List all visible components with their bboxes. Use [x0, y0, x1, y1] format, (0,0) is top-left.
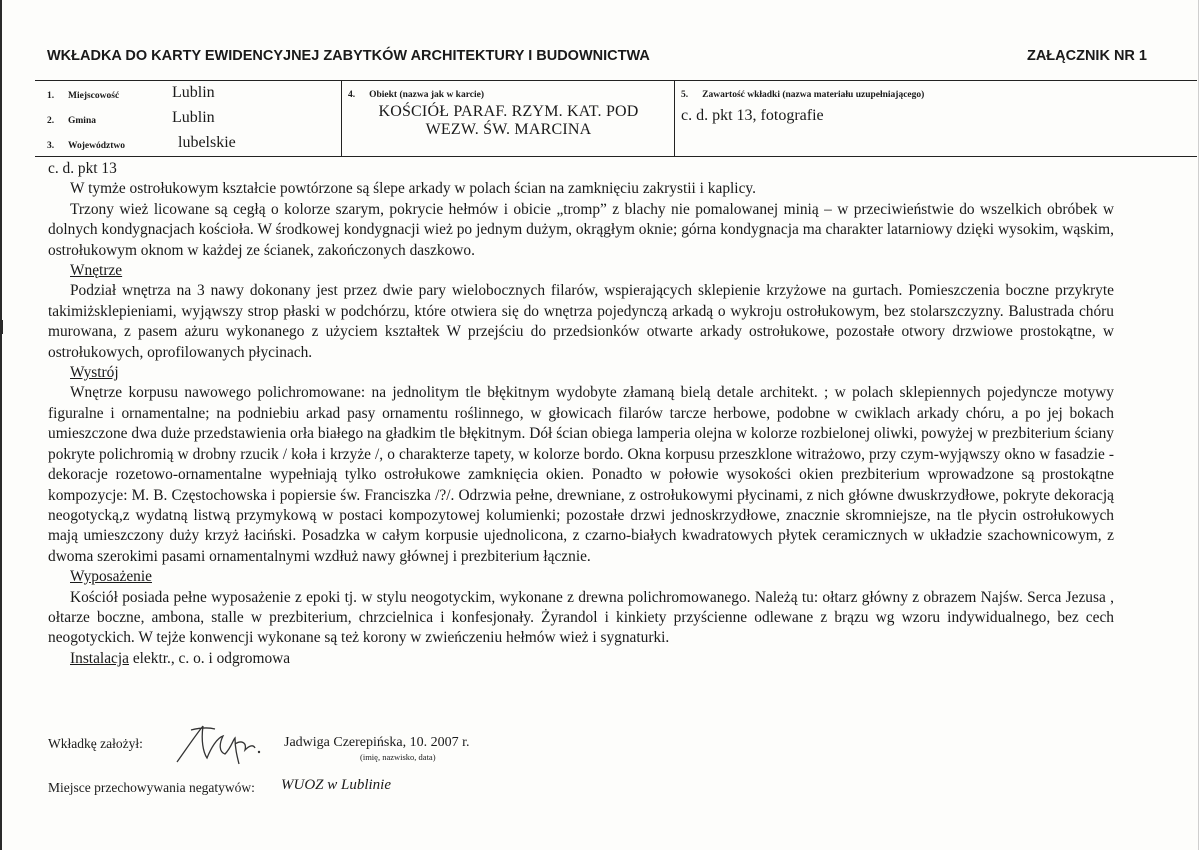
- field-commune: [47, 109, 337, 133]
- annex-number: ZAŁĄCZNIK NR 1: [1026, 48, 1147, 64]
- info-table: [35, 80, 1197, 157]
- installation-text: elektr., c. o. i odgromowa: [128, 649, 291, 667]
- negatives-location-label: Miejsce przechowywania negatywów:: [48, 780, 255, 795]
- field-value: Lublin: [172, 84, 215, 101]
- section-heading-equipment: Wyposażenie: [70, 568, 152, 586]
- handwritten-signature: [173, 722, 268, 766]
- field-voivodeship: [47, 134, 337, 158]
- section-heading-decor: Wystrój: [70, 364, 119, 382]
- field-value: lubelskie: [178, 134, 236, 151]
- section-heading-installation: Instalacja: [70, 649, 129, 667]
- signature-block: [48, 722, 948, 802]
- field-label: Województwo: [68, 141, 125, 151]
- contents-column: [674, 81, 1198, 156]
- paragraph: W tymże ostrołukowym kształcie powtórzone są ślepe arkady w polach ścian na zamknięciu zakrystii i kaplicy.: [70, 180, 756, 198]
- field-number: 4.: [348, 90, 356, 100]
- paragraph: Podział wnętrza na 3 nawy dokonany jest przez dwie pary wielobocznych filarów, wspierających sklepienie krzyżowe na gurtach. Pomieszczenia boczne przykryte takimiżsklepieniami, wyjąwszy strop płaski w podchórzu, które otwiera się do wnętrza pojedynczą arkadą o wykroju ostrołukowym, bez stolarszczyzny. Balustrada chóru murowana, z pasem ażuru wykonanego z użyciem kształtek W przejściu do przedsionków otwarte arkady ostrołukowe, pozostałe otwory drzwiowe prostokątne, w ostrołukowych, oprofilowanych płycinach.: [48, 282, 1114, 361]
- contents-value: c. d. pkt 13, fotografie: [681, 107, 824, 124]
- continuation-note: c. d. pkt 13: [48, 160, 117, 177]
- paragraph: Wnętrze korpusu nawowego polichromowane: na jednolitym tle błękitnym wydobyte złamaną bielą detale architekt. ; w polach sklepiennych pojedyncze motywy figuralne i ornamentalne; na podniebiu arkad pasy ornamentu roślinnego, w głowicach filarów tarcze herbowe, podobne w cwiklach arkady chóru, a po jej bokach umieszczone dwa duże przedstawienia orła białego na gładkim tle błękitnym. Dół ścian obiega lamperia olejna w kolorze rozbielonej oliwki, powyżej w prezbiterium ściany pokryte polichromią w drobny rzucik / koła i krzyże /, o charakterze tapety, w kolorze bordo. Okna korpusu przeszklone witrażowo, przy czym-wyjąwszy okno w fasadzie - dekoracje rozetowo-ornamentalne wypełniają tylko ostrołukowe zamknięcia okien. Ponadto w połowie wysokości okien prezbiterium wprowadzone są prostokątne kompozycje: M. B. Częstochowska i popiersie św. Franciszka /?/. Odrzwia pełne, drewniane, z ostrołukowymi płycinami, z nich główne dwuskrzydłowe, pokryte dekoracją neogotycką,z wydatną listwą przymykową w postaci kompozytowej kolumienki; pozostałe drzwi jednoskrzydłowe, znacznie skromniejsze, na tle płycin ostrołukowych mają umieszczony duży krzyż łaciński. Posadzka w całym korpusie ujednolicona, z czarno-białych kwadratowych płytek ceramicznych w układzie szachownicowym, z dwoma szerokimi pasami ornamentalnymi wzdłuż nawy głównej i prezbiterium łącznie.: [48, 384, 1114, 565]
- location-column: [35, 81, 341, 156]
- field-label: Miejscowość: [68, 91, 120, 101]
- author-caption: (imię, nazwisko, data): [360, 752, 436, 762]
- field-value: Lublin: [172, 109, 215, 126]
- field-number: 1.: [47, 91, 55, 101]
- field-number: 3.: [47, 141, 55, 151]
- field-label: Obiekt (nazwa jak w karcie): [369, 90, 484, 100]
- object-value: [342, 103, 675, 139]
- field-number: 2.: [47, 116, 55, 126]
- object-heading: [348, 90, 484, 100]
- field-locality: [47, 84, 337, 108]
- object-name-line1: KOŚCIÓŁ PARAF. RZYM. KAT. POD: [378, 103, 639, 120]
- description-body: [48, 159, 1114, 669]
- document-header: [47, 48, 1147, 70]
- negatives-location-value: WUOZ w Lublinie: [281, 777, 392, 793]
- paragraph: Kościół posiada pełne wyposażenie z epoki tj. w stylu neogotyckim, wykonane z drewna polichromowanego. Należą tu: ołtarz główny z obrazem Najśw. Serca Jezusa , ołtarze boczne, ambona, stalle w prezbiterium, chrzcielnica i konfesjonały. Żyrandol i kinkiety przyścienne odlewane z brązu wg wzoru indywidualnego, bez cech neogotyckich. W tejże konwencji wykonane są też korony w zwieńczeniu hełmów wież i sygnaturki.: [48, 588, 1114, 647]
- field-number: 5.: [681, 90, 689, 100]
- section-heading-interior: Wnętrze: [70, 262, 123, 280]
- object-column: [341, 81, 675, 156]
- field-label: Gmina: [68, 116, 96, 126]
- author-name: Jadwiga Czerepińska, 10. 2007 r.: [284, 735, 470, 750]
- document-title: WKŁADKA DO KARTY EWIDENCYJNEJ ZABYTKÓW ARCHITEKTURY I BUDOWNICTWA: [47, 48, 650, 64]
- binder-mark: [0, 320, 3, 334]
- installation-line: [70, 649, 1114, 669]
- paragraph: Trzony wież licowane są cegłą o kolorze szarym, pokrycie hełmów i obicie „tromp” z blachy nie pomalowanej minią – w przeciwieństwie do wszelkich obróbek w dolnych kondygnacjach kościoła. W środkowej kondygnacji wież po jednym dużym, okrągłym oknie; górna kondygnacja ma charakter latarniowy dzięki wysokim, wąskim, ostrołukowym oknom w każdej ze ścianek, zakończonych daszkowo.: [48, 200, 1114, 259]
- author-label: Wkładkę założył:: [48, 736, 143, 751]
- object-name-line2: WEZW. ŚW. MARCINA: [425, 121, 592, 138]
- field-label: Zawartość wkładki (nazwa materiału uzupełniającego): [702, 90, 925, 100]
- contents-heading: [681, 90, 924, 100]
